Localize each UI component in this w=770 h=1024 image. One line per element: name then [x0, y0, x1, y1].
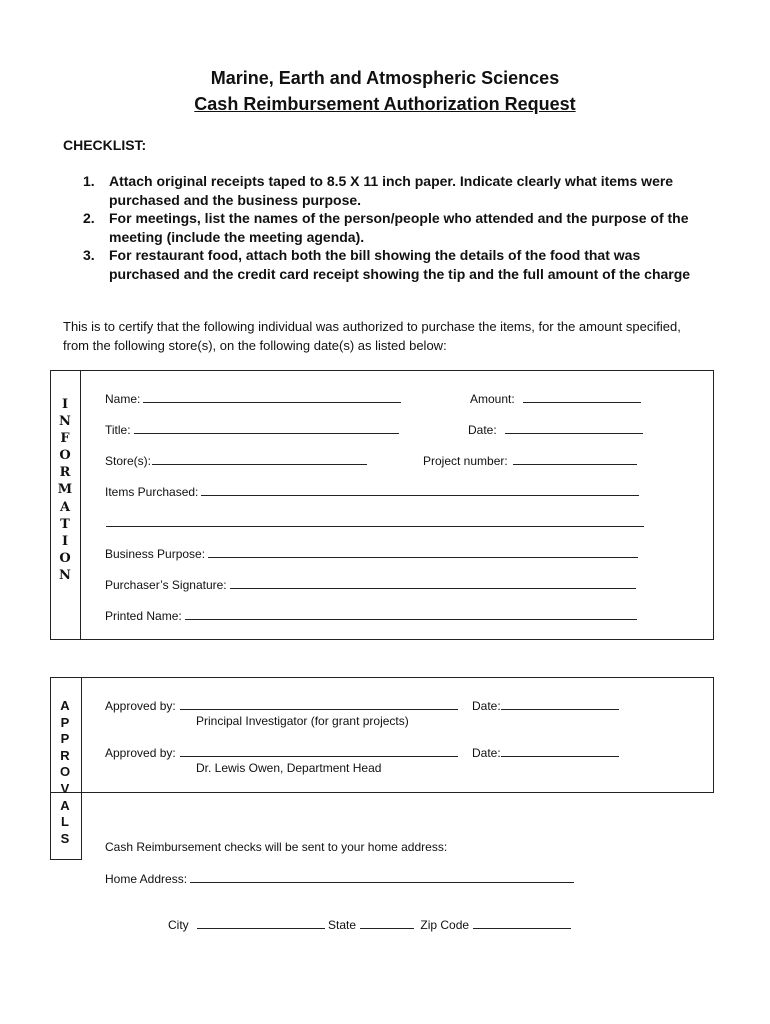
stores-field[interactable]: Store(s): [105, 453, 367, 468]
stores-input-line[interactable] [152, 453, 367, 465]
checklist-item [83, 246, 703, 283]
printed-name-field[interactable]: Printed Name: [105, 608, 637, 623]
zip-input-line[interactable] [473, 917, 571, 929]
checklist-heading: CHECKLIST: [63, 137, 147, 153]
approved-by-field-1[interactable]: Approved by: [105, 698, 458, 713]
title-input-line[interactable] [134, 422, 399, 434]
checklist-item-number: 2. [83, 210, 95, 227]
name-field[interactable]: Name: [105, 391, 401, 406]
certification-text: This is to certify that the following individual was authorized to purchase the items, for the amount specified, from the following store(s), on the following date(s) as listed below: [63, 319, 681, 353]
checklist-item-number: 3. [83, 247, 95, 264]
form-title-department: Marine, Earth and Atmospheric Sciences [210, 68, 560, 88]
title-field[interactable]: Title: [105, 422, 399, 437]
date-input-line[interactable] [505, 422, 643, 434]
name-input-line[interactable] [143, 391, 401, 403]
checklist-item [83, 209, 703, 246]
checklist-item-number: 1. [83, 173, 95, 189]
form-title: Cash Reimbursement Authorization Request [194, 94, 576, 114]
checklist-item-text: For meetings, list the names of the person/people who attended and the purpose of the meeting (include the meeting agenda). [109, 210, 689, 245]
home-address-input-line[interactable] [190, 871, 574, 883]
items-purchased-input-line[interactable] [201, 484, 639, 496]
information-side-label: I N F O R M A T I O N [57, 397, 73, 583]
state-input-line[interactable] [360, 917, 414, 929]
business-purpose-field[interactable]: Business Purpose: [105, 546, 638, 561]
approval-date-input-line-2[interactable] [501, 745, 619, 757]
approver-1-caption: Principal Investigator (for grant projects) [196, 714, 409, 728]
city-input-line[interactable] [197, 917, 325, 929]
approvals-section [50, 677, 714, 793]
home-address-field[interactable]: Home Address: [105, 871, 574, 886]
checklist-item-text: Attach original receipts taped to 8.5 X 11 inch paper. Indicate clearly what items were purchased and the business purpose. [109, 173, 674, 208]
checklist-item-text: For restaurant food, attach both the bill showing the details of the food that was purchased and the credit card receipt showing the tip and the full amount of the charge [109, 247, 691, 282]
approval-date-input-line-1[interactable] [501, 698, 619, 710]
zip-label: Zip Code [420, 918, 470, 932]
approval-date-field-1[interactable]: Date: [472, 698, 619, 713]
project-number-field[interactable]: Project number: [423, 453, 637, 468]
checklist-item [83, 172, 703, 209]
approved-by-input-line-1[interactable] [180, 698, 458, 710]
amount-field[interactable]: Amount: [470, 391, 641, 406]
printed-name-input-line[interactable] [185, 608, 637, 620]
items-purchased-input-line-2[interactable] [106, 526, 644, 527]
items-purchased-field[interactable]: Items Purchased: [105, 484, 639, 499]
date-field[interactable]: Date: [468, 422, 643, 437]
business-purpose-input-line[interactable] [208, 546, 638, 558]
information-section [50, 370, 714, 640]
home-address-notice: Cash Reimbursement checks will be sent to your home address: [105, 840, 448, 854]
approved-by-field-2[interactable]: Approved by: [105, 745, 458, 760]
checklist-list [83, 172, 703, 284]
amount-input-line[interactable] [523, 391, 641, 403]
city-state-zip-row [168, 917, 571, 932]
approval-date-field-2[interactable]: Date: [472, 745, 619, 760]
purchaser-signature-input-line[interactable] [230, 577, 636, 589]
project-number-input-line[interactable] [513, 453, 637, 465]
approved-by-input-line-2[interactable] [180, 745, 458, 757]
approvals-side-label: A P P R O V A L S [59, 698, 71, 846]
purchaser-signature-field[interactable]: Purchaser’s Signature: [105, 577, 636, 592]
city-label: City [168, 918, 189, 932]
state-label: State [328, 918, 357, 932]
approver-2-caption: Dr. Lewis Owen, Department Head [196, 761, 382, 775]
section-divider [80, 370, 81, 639]
